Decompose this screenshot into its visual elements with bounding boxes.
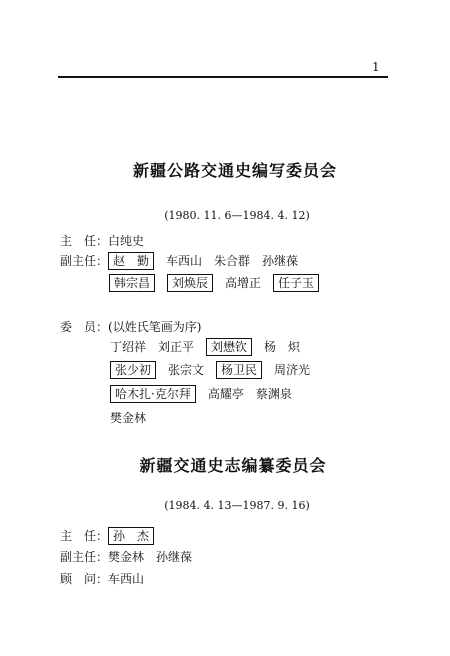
committee1-members-row2 — [110, 361, 322, 379]
vice-chair-name: 任子玉 — [273, 274, 319, 292]
committee1-members-row1 — [110, 338, 312, 356]
advisor-label: 顾 问： — [60, 572, 109, 586]
chair-name: 孙 杰 — [108, 527, 154, 545]
member-name: 杨 炽 — [264, 340, 301, 354]
vice-chair-name: 孙继葆 — [262, 254, 299, 268]
committee1-members-row4 — [110, 409, 158, 427]
vice-chair-name: 孙继葆 — [156, 550, 193, 564]
member-name: 杨卫民 — [216, 361, 262, 379]
committee2-chair-row — [60, 527, 166, 545]
committee2-advisor-row — [60, 570, 156, 588]
committee1-vice-chairs-row2 — [109, 274, 331, 292]
vice-chairs-label: 副主任： — [60, 550, 109, 564]
vice-chairs-label: 副主任： — [60, 254, 109, 268]
vice-chair-name: 高增正 — [225, 276, 262, 290]
committee2-title: 新疆交通史志编纂委员会 — [139, 456, 327, 475]
page-number: 1 — [372, 60, 380, 74]
member-name: 刘懋钦 — [206, 338, 252, 356]
member-name: 蔡渊泉 — [255, 387, 292, 401]
committee1-title: 新疆公路交通史编写委员会 — [132, 161, 337, 180]
committee1-dates: (1980. 11. 6—1984. 4. 12) — [164, 209, 310, 222]
member-name: 张宗文 — [168, 363, 205, 377]
vice-chair-name: 车西山 — [166, 254, 203, 268]
member-name: 樊金林 — [110, 411, 147, 425]
member-name: 周济光 — [274, 363, 311, 377]
member-name: 张少初 — [110, 361, 156, 379]
committee2-vice-chairs-row — [60, 548, 204, 566]
member-name: 刘正平 — [158, 340, 195, 354]
committee1-vice-chairs-row1 — [60, 252, 310, 270]
chair-name: 白纯史 — [108, 234, 145, 248]
vice-chair-name: 刘焕辰 — [167, 274, 213, 292]
member-name: 丁绍祥 — [110, 340, 147, 354]
vice-chair-name: 韩宗昌 — [109, 274, 155, 292]
members-label: 委 员： — [60, 320, 109, 334]
chair-label: 主 任： — [60, 234, 109, 248]
committee1-members-row3 — [110, 385, 304, 403]
advisor-name: 车西山 — [108, 572, 145, 586]
vice-chair-name: 樊金林 — [108, 550, 145, 564]
member-name: 哈木扎·克尔拜 — [110, 385, 196, 403]
header-rule — [58, 76, 388, 78]
committee2-dates: (1984. 4. 13—1987. 9. 16) — [164, 499, 310, 512]
member-name: 高耀亭 — [207, 387, 244, 401]
committee1-members-label-row — [60, 318, 201, 336]
committee1-chair-row — [60, 232, 156, 250]
vice-chair-name: 赵 勤 — [108, 252, 154, 270]
members-order-note: (以姓氏笔画为序) — [108, 320, 202, 334]
vice-chair-name: 朱合群 — [214, 254, 251, 268]
chair-label: 主 任： — [60, 529, 109, 543]
